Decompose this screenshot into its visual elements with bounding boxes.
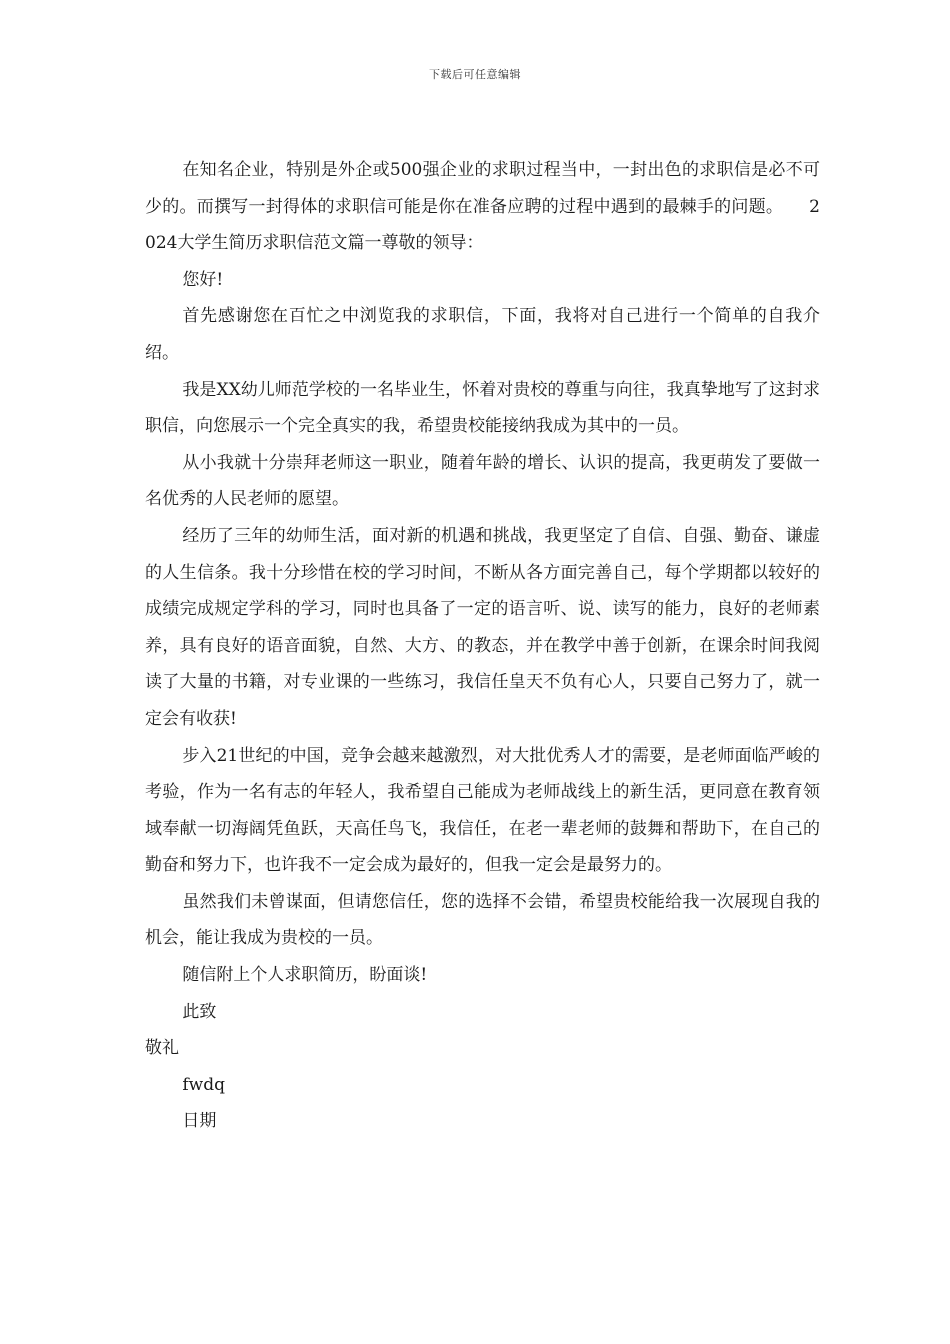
paragraph-thanks: 首先感谢您在百忙之中浏览我的求职信，下面，我将对自己进行一个简单的自我介绍。 bbox=[145, 306, 820, 363]
paragraph-self-intro: 我是XX幼儿师范学校的一名毕业生，怀着对贵校的尊重与向往，我真挚地写了这封求职信，向您展示一个完全真实的我，希望贵校能接纳我成为其中的一员。 bbox=[145, 379, 820, 437]
paragraph-experience: 经历了三年的幼师生活，面对新的机遇和挑战，我更坚定了自信、自强、勤奋、谦虚的人生信条。我十分珍惜在校的学习时间，不断从各方面完善自己，每个学期都以较好的成绩完成规定学科的学习，同时也具备了一定的语言听、说、读写的能力，良好的老师素养，具有良好的语音面貌，自然、大方、的教态，并在教学中善于创新，在课余时间我阅读了大量的书籍，对专业课的一些练习，我信任皇天不负有心人，只要自己努力了，就一定会有收获! bbox=[145, 525, 820, 729]
intro-paragraph: 在知名企业，特别是外企或500强企业的求职过程当中，一封出色的求职信是必不可少的。而撰写一封得体的求职信可能是你在准备应聘的过程中遇到的最棘手的问题。 2024大学生简历求职信范文篇一尊敬的领导： bbox=[145, 160, 820, 254]
page-header: 下载后可任意编辑 bbox=[429, 68, 521, 81]
paragraph-attachment: 随信附上个人求职简历，盼面谈! bbox=[182, 965, 428, 986]
paragraph-request: 虽然我们未曾谋面，但请您信任，您的选择不会错，希望贵校能给我一次展现自我的机会，能让我成为贵校的一员。 bbox=[145, 891, 820, 949]
greeting: 您好! bbox=[182, 269, 224, 290]
paragraph-commitment: 步入21世纪的中国，竞争会越来越激烈，对大批优秀人才的需要，是老师面临严峻的考验，作为一名有志的年轻人，我希望自己能成为老师战线上的新生活，更同意在教育领域奉献一切海阔凭鱼跃，天高任鸟飞，我信任，在老一辈老师的鼓舞和帮助下，在自己的勤奋和努力下，也许我不一定会成为最好的，但我一定会是最努力的。 bbox=[145, 745, 820, 876]
paragraph-aspiration: 从小我就十分崇拜老师这一职业，随着年龄的增长、认识的提高，我更萌发了要做一名优秀的人民老师的愿望。 bbox=[145, 452, 820, 510]
closing-line-1: 此致 bbox=[182, 1001, 217, 1022]
closing-line-2: 敬礼 bbox=[145, 1038, 179, 1059]
date-label: 日期 bbox=[182, 1111, 217, 1132]
signature: fwdq bbox=[182, 1074, 225, 1095]
letter-body bbox=[145, 152, 820, 1140]
